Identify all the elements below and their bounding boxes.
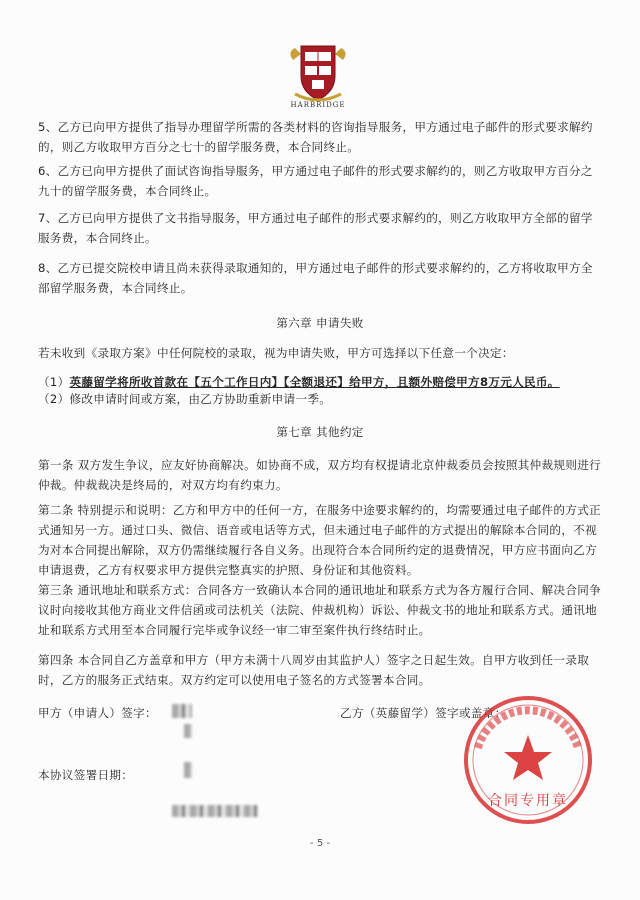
redacted-signature	[184, 724, 192, 738]
option-1-text: 英藤留学将所收首款在【五个工作日内】【全额退还】给甲方，且额外赔偿甲方8万元人民币。	[69, 375, 560, 389]
article-4: 第四条 本合同自乙方盖章和甲方（甲方未满十八周岁由其监护人）签字之日起生效。自甲方收到任一录取时，乙方的服务正式结束。双方约定可以使用电子签名的方式签署本合同。	[38, 653, 590, 687]
seal-label: 合同专用章	[488, 793, 568, 809]
clause-8: 8、乙方已提交院校申请且尚未获得录取通知的，甲方通过电子邮件的形式要求解约的，乙方将收取甲方全部留学服务费，本合同终止。	[38, 261, 593, 295]
page-number: - 5 -	[310, 838, 330, 849]
clause-6: 6、乙方已向甲方提供了面试咨询指导服务，甲方通过电子邮件的形式要求解约的，则乙方收取甲方百分之九十的留学服务费，本合同终止。	[38, 164, 593, 198]
logo-wordmark: HARBRIDGE	[290, 101, 346, 109]
harbridge-crest-logo	[283, 40, 353, 110]
redacted-date	[172, 805, 258, 817]
party-b-signature-label: 乙方（英藤留学）签字或盖章：	[340, 706, 507, 720]
redacted-signature	[172, 704, 192, 718]
chapter-6-intro: 若未收到《录取方案》中任何院校的录取，视为申请失败，甲方可选择以下任意一个决定：	[38, 346, 514, 360]
clause-5: 5、乙方已向甲方提供了指导办理留学所需的各类材料的咨询指导服务，甲方通过电子邮件的形式要求解约的，则乙方收取甲方百分之七十的留学服务费，本合同终止。	[38, 120, 593, 154]
chapter-7-title: 第七章 其他约定	[276, 425, 364, 439]
redacted-date	[184, 762, 192, 778]
option-1-number: （1）	[38, 375, 70, 389]
option-2: （2）修改申请时间或方案，由乙方协助重新申请一季。	[38, 392, 332, 406]
chapter-6-title: 第六章 申请失败	[276, 316, 364, 330]
signing-date-label: 本协议签署日期：	[38, 768, 134, 782]
article-1: 第一条 双方发生争议，应友好协商解决。如协商不成，双方均有权提请北京仲裁委员会按照其仲裁规则进行仲裁。仲裁裁决是终局的，对双方均有约束力。	[38, 458, 601, 492]
article-3: 第三条 通讯地址和联系方式：合同各方一致确认本合同的通讯地址和联系方式为各方履行合同、解决合同争议时向接收其他方商业文件信函或司法机关（法院、仲裁机构）诉讼、仲裁文书的地址和联系方式。通讯地址和联系方式用至本合同履行完毕或争议经一审二审至案件执行终结时止。	[38, 583, 601, 637]
article-2: 第二条 特别提示和说明：乙方和甲方中的任何一方，在服务中途要求解约的，均需要通过电子邮件的方式正式通知另一方。通过口头、微信、语音或电话等方式，但未通过电子邮件的方式提出的解除本合同的，不视为对本合同提出解除，双方仍需继续履行各自义务。出现符合本合同所约定的退费情况，甲方应书面向乙方申请退费，乙方有权要求甲方提供完整真实的护照、身份证和其他资料。	[38, 503, 601, 577]
party-a-signature-label: 甲方（申请人）签字：	[38, 706, 157, 720]
clause-7: 7、乙方已向甲方提供了文书指导服务，甲方通过电子邮件的形式要求解约的，则乙方收取甲方全部的留学服务费，本合同终止。	[38, 211, 593, 245]
